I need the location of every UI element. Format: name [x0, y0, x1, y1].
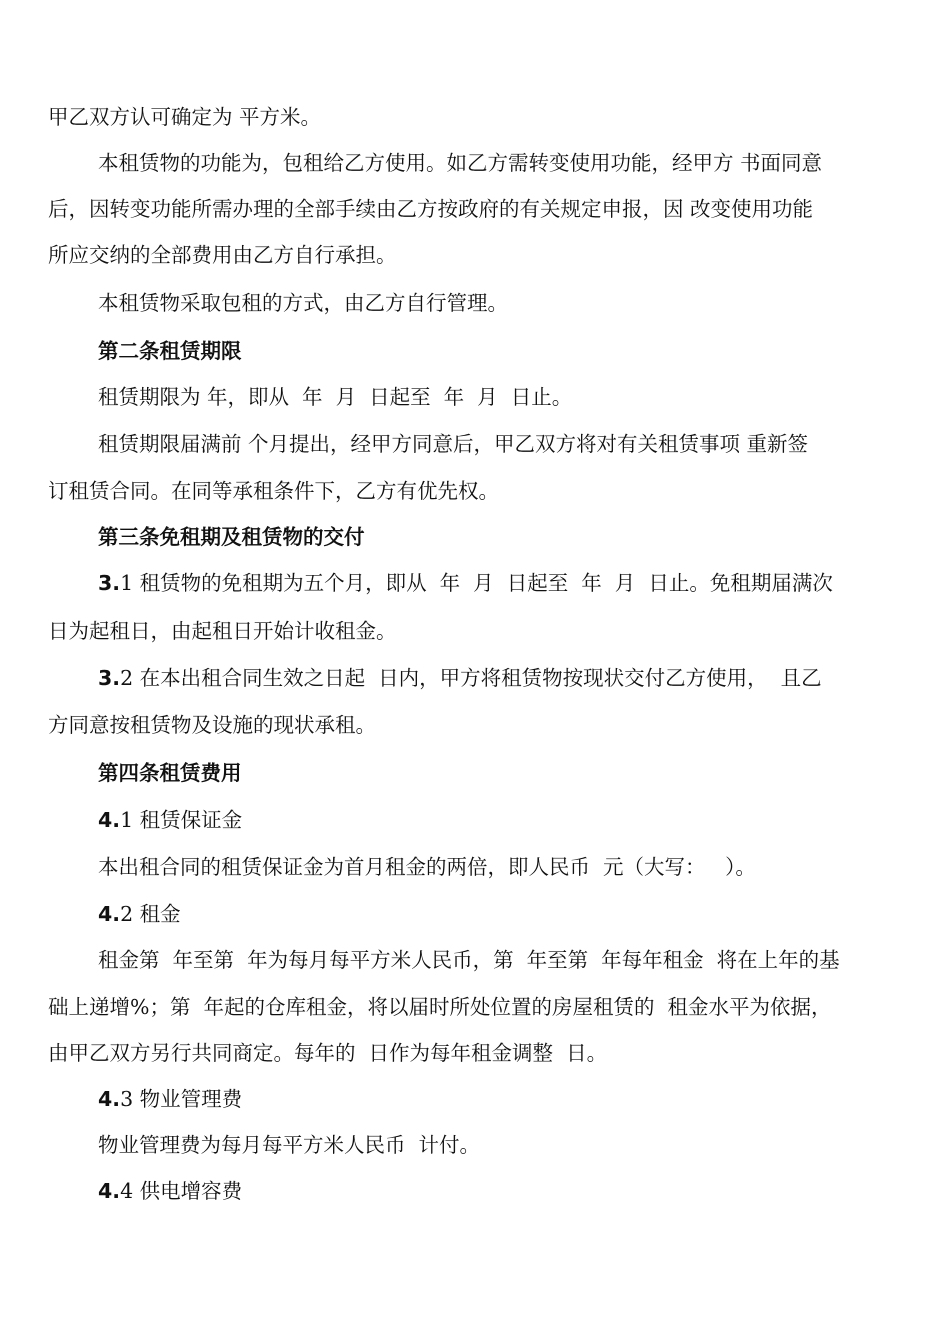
clause-3-1-line [98, 570, 833, 596]
clause-text: 4 供电增容费 [120, 1179, 243, 1203]
clause-3-2-line [98, 665, 822, 691]
paragraph-line: 本出租合同的租赁保证金为首月租金的两倍，即人民币 元（大写： ）。 [98, 855, 756, 879]
clause-4-1-line [98, 807, 242, 833]
paragraph-line: 由甲乙双方另行共同商定。每年的 日作为每年租金调整 日。 [48, 1041, 608, 1065]
clause-text: 1 租赁物的免租期为五个月，即从 年 月 日起至 年 月 日止。免租期届满次 [120, 571, 833, 595]
clause-number: 3. [98, 571, 121, 595]
paragraph-line: 租赁期限届满前 个月提出，经甲方同意后，甲乙双方将对有关租赁事项 重新签 [98, 432, 809, 456]
paragraph-line: 本租赁物的功能为，包租给乙方使用。如乙方需转变使用功能，经甲方 书面同意 [98, 151, 823, 175]
section-heading-3: 第三条免租期及租赁物的交付 [98, 525, 365, 549]
paragraph-line: 订租赁合同。在同等承租条件下，乙方有优先权。 [48, 479, 499, 503]
clause-text: 1 租赁保证金 [120, 808, 243, 832]
paragraph-line: 本租赁物采取包租的方式，由乙方自行管理。 [98, 291, 508, 315]
clause-text: 2 租金 [120, 902, 181, 926]
clause-number: 3. [98, 666, 121, 690]
clause-text: 2 在本出租合同生效之日起 日内，甲方将租赁物按现状交付乙方使用， 且乙 [120, 666, 822, 690]
section-heading-4: 第四条租赁费用 [98, 761, 242, 785]
paragraph-line: 租金第 年至第 年为每月每平方米人民币，第 年至第 年每年租金 将在上年的基 [98, 948, 840, 972]
clause-number: 4. [98, 902, 121, 926]
paragraph-line: 方同意按租赁物及设施的现状承租。 [48, 713, 376, 737]
clause-number: 4. [98, 1179, 121, 1203]
paragraph-line: 物业管理费为每月每平方米人民币 计付。 [98, 1133, 481, 1157]
clause-4-2-line [98, 901, 181, 927]
section-heading-2: 第二条租赁期限 [98, 339, 242, 363]
clause-number: 4. [98, 1087, 121, 1111]
clause-text: 3 物业管理费 [120, 1087, 243, 1111]
clause-4-3-line [98, 1086, 242, 1112]
paragraph-line: 所应交纳的全部费用由乙方自行承担。 [48, 243, 397, 267]
paragraph-line: 甲乙双方认可确定为 平方米。 [48, 105, 322, 129]
clause-number: 4. [98, 808, 121, 832]
paragraph-line: 后，因转变功能所需办理的全部手续由乙方按政府的有关规定申报，因 改变使用功能 [48, 197, 814, 221]
clause-4-4-line [98, 1178, 242, 1204]
paragraph-line: 础上递增%；第 年起的仓库租金，将以届时所处位置的房屋租赁的 租金水平为依据， [48, 995, 832, 1019]
paragraph-line: 日为起租日，由起租日开始计收租金。 [48, 619, 397, 643]
paragraph-line: 租赁期限为 年，即从 年 月 日起至 年 月 日止。 [98, 385, 573, 409]
